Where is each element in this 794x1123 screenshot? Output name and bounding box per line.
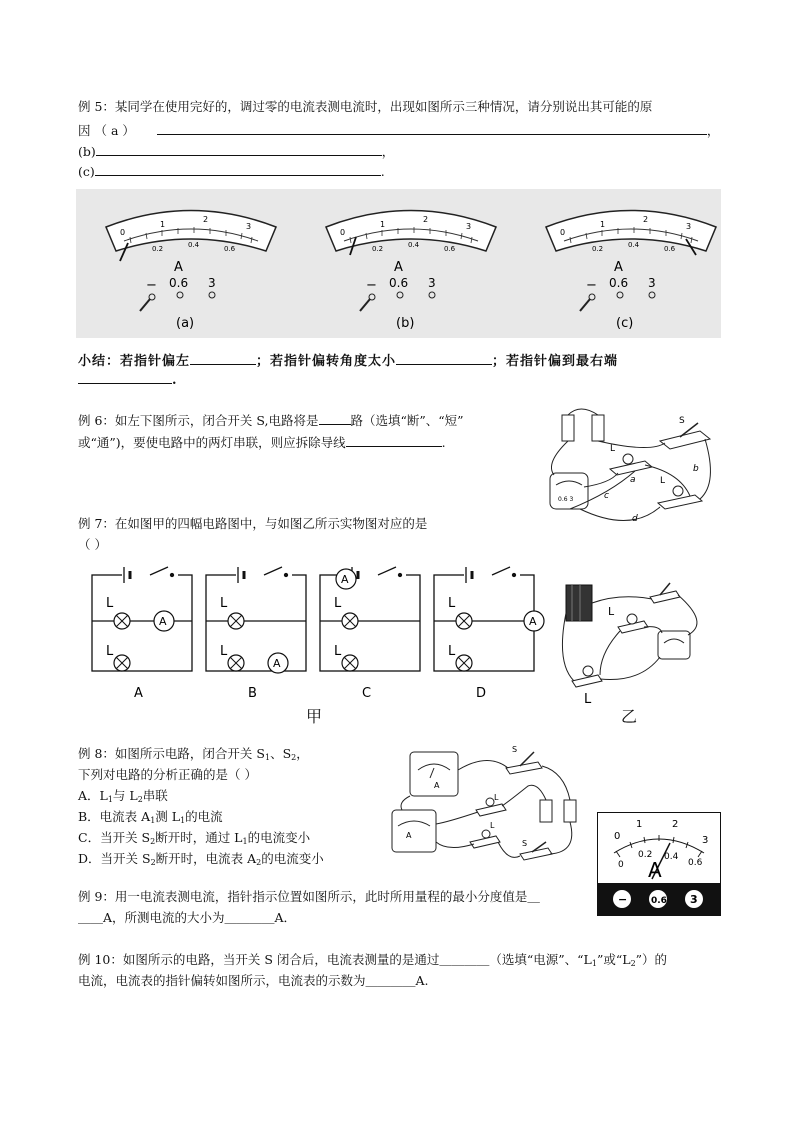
svg-text:L: L [106,644,114,659]
ex8-option-b[interactable]: B．电流表 $A_1$测 $L_1$的电流 [78,809,223,825]
svg-text:3: 3 [648,276,656,290]
svg-text:S: S [679,416,685,426]
svg-text:c: c [604,491,609,501]
three-ammeters-figure [76,189,721,338]
svg-text:L: L [584,692,592,707]
svg-text:1: 1 [160,220,166,229]
ex5-line-b: (b) ， [78,144,395,159]
ex5-a-label: 因 （ a ） [78,123,135,138]
svg-text:3: 3 [246,222,252,231]
svg-text:L: L [334,644,342,659]
svg-text:0.2: 0.2 [152,245,164,253]
answer-blank-b[interactable] [96,142,382,156]
svg-text:−: − [618,893,628,906]
ex8-option-d[interactable]: D．当开关 $S_2$断开时，电流表 $A_2$的电流变小 [78,851,324,867]
svg-text:−: − [366,278,377,293]
svg-text:1: 1 [380,220,386,229]
ex6-blank-2[interactable] [346,433,442,447]
ex6-figure [540,403,720,528]
svg-text:0.2: 0.2 [372,245,384,253]
svg-text:S: S [522,839,528,848]
svg-text:0.4: 0.4 [188,241,200,249]
svg-text:3: 3 [428,276,436,290]
svg-text:b: b [693,464,699,474]
svg-text:0.6: 0.6 [389,276,409,290]
ex7-jia-label: 甲 [306,707,323,726]
svg-text:A: A [134,686,143,701]
svg-text:L: L [608,605,615,618]
summary-blank-3[interactable] [78,370,172,384]
ex9-ammeter [597,812,721,916]
svg-text:A: A [394,260,403,275]
svg-text:A: A [341,573,349,586]
svg-text:0: 0 [560,228,566,237]
svg-text:0.6: 0.6 [688,858,703,868]
ex7-yi-label: 乙 [621,707,638,726]
ex6-blank-1[interactable] [319,411,351,425]
svg-text:2: 2 [643,215,649,224]
ex9-line1: 例 9：用一电流表测电流，指针指示位置如图所示，此时所用量程的最小分度值是＿ [78,889,540,904]
ammeter-c [546,211,716,332]
summary-line: 小结：若指针偏左 ；若指针偏转角度太小 ；若指针偏到最右端 [78,351,618,371]
ex8-line1: 例 8：如图所示电路，闭合开关 $S_1$、$S_2$， [78,746,309,762]
ex5-line1: 例 5：某同学在使用完好的，调过零的电流表测电流时，出现如图所示三种情况，请分别说出其可能的原 [78,99,653,114]
ex5-line-c: (c) . [78,164,385,179]
svg-text:A: A [648,858,662,882]
svg-text:S: S [512,745,518,754]
svg-text:L: L [106,596,114,611]
svg-text:−: − [146,278,157,293]
svg-text:−: − [586,278,597,293]
svg-text:0.6: 0.6 [169,276,189,290]
svg-text:(c): (c) [616,316,634,331]
ex7-answer-paren[interactable]: （ ） [78,537,107,552]
svg-text:2: 2 [672,819,679,830]
ex6-line2: 或“通”)，要使电路中的两灯串联，则应拆除导线 . [78,435,446,450]
ex8-option-a[interactable]: A．$L_1$与 $L_2$串联 [78,788,168,804]
ex7-physical-figure [560,573,710,713]
svg-text:A: A [434,781,440,790]
svg-text:A: A [406,831,412,840]
svg-text:0.6: 0.6 [444,245,456,253]
svg-text:L: L [610,444,616,454]
ex9-line2: ＿＿A，所测电流的大小为＿＿＿＿A． [78,910,297,925]
ex8-line2: 下列对电路的分析正确的是（ ） [78,767,257,782]
svg-text:0: 0 [618,860,624,870]
svg-text:1: 1 [636,819,643,830]
ex10-line1: 例 10：如图所示的电路，当开关 S 闭合后，电流表测量的是通过＿＿＿＿（选填“电源”、“$L_1$”或“$L_2$”）的 [78,952,668,968]
answer-blank-a[interactable] [157,121,707,135]
svg-text:0.6: 0.6 [664,245,676,253]
svg-text:0.6 3: 0.6 3 [558,496,574,503]
svg-text:0.2: 0.2 [592,245,604,253]
ex8-figure [388,742,588,872]
svg-text:C: C [362,686,372,701]
svg-text:L: L [490,821,495,830]
svg-text:L: L [448,644,456,659]
ex7-circuit-diagrams [88,563,550,725]
svg-text:0.4: 0.4 [628,241,640,249]
svg-text:A: A [614,260,623,275]
svg-text:L: L [220,596,228,611]
answer-blank-c[interactable] [95,162,381,176]
svg-text:3: 3 [702,835,709,846]
svg-text:0: 0 [340,228,346,237]
svg-text:D: D [476,686,487,701]
svg-text:3: 3 [690,893,698,906]
svg-text:L: L [220,644,228,659]
summary-blank-2[interactable] [396,351,492,365]
ammeter-photo-strip [76,189,721,338]
svg-text:1: 1 [600,220,606,229]
svg-text:d: d [632,514,638,524]
ex10-line2: 电流，电流表的指针偏转如图所示，电流表的示数为＿＿＿＿A. [78,973,429,988]
svg-text:L: L [494,793,499,802]
svg-text:A: A [273,657,281,670]
svg-text:(b): (b) [396,316,415,331]
svg-text:L: L [448,596,456,611]
svg-text:2: 2 [423,215,429,224]
svg-text:A: A [159,615,167,628]
svg-text:0.4: 0.4 [408,241,420,249]
svg-text:0.6: 0.6 [609,276,629,290]
svg-text:2: 2 [203,215,209,224]
svg-text:a: a [630,475,636,485]
svg-text:0.2: 0.2 [638,850,653,860]
summary-blank-1[interactable] [190,351,256,365]
svg-text:0: 0 [120,228,126,237]
ammeter-a [106,211,276,332]
svg-text:L: L [660,476,666,486]
svg-text:B: B [248,686,257,701]
svg-text:A: A [174,260,183,275]
svg-text:0.4: 0.4 [664,852,679,862]
svg-text:0.6: 0.6 [651,896,667,906]
ex5-line2: 因 （ a ） ， [78,123,720,138]
svg-text:3: 3 [466,222,472,231]
svg-text:3: 3 [686,222,692,231]
ex8-option-c[interactable]: C．当开关 $S_2$断开时，通过 $L_1$的电流变小 [78,830,311,846]
ammeter-b [326,211,496,332]
svg-text:0: 0 [614,831,621,842]
summary-line2: . [78,370,178,390]
ex6-line1: 例 6：如左下图所示，闭合开关 S,电路将是 路（选填“断”、“短” [78,413,464,428]
svg-text:0.6: 0.6 [224,245,236,253]
svg-text:A: A [529,615,537,628]
svg-text:3: 3 [208,276,216,290]
svg-text:L: L [334,596,342,611]
ex7-line1: 例 7：在如图甲的四幅电路图中，与如图乙所示实物图对应的是 [78,516,428,531]
svg-text:(a): (a) [176,316,195,331]
